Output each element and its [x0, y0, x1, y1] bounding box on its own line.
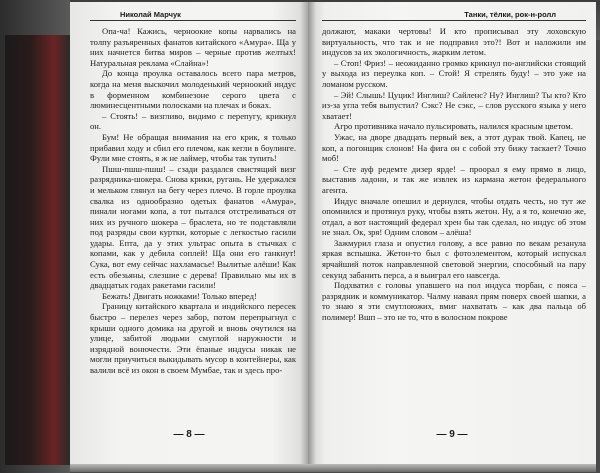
right-page-number: — 9 —	[436, 429, 468, 440]
paragraph: Ужас, на дворе двадцать первый век, а этот дурак твой. Капец, не коп, а погонщик слонов! На фига он с собой эту бижу таскает? Точно моб!	[322, 131, 586, 164]
right-page	[308, 2, 596, 464]
left-page-text	[90, 26, 296, 376]
paragraph: Бежать! Двигать ножками! Только вперед!	[102, 290, 257, 301]
paragraph: Бум! Не обращая внимания на его крик, я только прибавил ходу и сбил его плечом, как кегли в боулинге. Фули мне стоять, я ж не лаймер, чтобы так тупить!	[90, 131, 296, 164]
left-page-number: — 8 —	[173, 429, 205, 440]
left-running-head: Николай Марчук	[90, 10, 296, 21]
paragraph: Подхватил с головы упавшего на пол индуса тюрбан, с пояса – разрядник и коммуникатор. Чалму наваял прям поверх своей шапки, а то знаю я эти смутлоюжих, вмиг нахватать – как два пальца об полимер! Вшп – это не то, что в волосном покрове	[322, 280, 586, 323]
paragraph: Границу китайского квартала и индийского пересек быстро – перелез через забор, потом перепрыгнул с крыши одного домика на другой и вновь очутился на улице, забитой людьми смуглой наружности и изрядной вонючести. Эти ёпаные индусы никак не могли приучиться выкидывать мусор в контейнеры, как валили всё из окон в своем Мумбае, так и здесь про-	[90, 301, 296, 375]
right-page-text	[322, 26, 586, 323]
paragraph: должают, макаки чертовы! И кто прописывал эту лоховскую виртуальность, что так и не подправил это?! Вот и наложили им индусов за их экологичность, жарким летом.	[322, 26, 586, 58]
paragraph: Зажмурил глаза и опустил голову, а все равно по векам резанула яркая вспышка. Жетон-то был с фотоэлементом, который испускал ярчайший поток направленной световой энергии, способный на пару секунд забанить перса, а я выиграл его навсегда.	[322, 237, 586, 280]
paragraph: – Стоп! Фриз! – неожиданно громко крикнул по-английски стоящий у выхода из переулка коп. – Стой! Я стрелять буду! – это уже на ломаном русском.	[322, 57, 586, 89]
paragraph: Пшш-пшш-пшш! – сзади раздался свистящий визг разрядника-шокера. Снова крики, ругань. Не удержался и мельком глянул на бегу через плечо. В горле проулка свалка из однообразно одетых фанатов «Амура», пинали ногами копа, а тот пытался отстреливаться от них из ручного шокера – браслета, но те подставляли под разряды свои куртки, которые с легкостью гасили удары. Епта, да у этих ультрас опыта в стычках с копами, как у дебила соплей! Ща они его ганкнут! Сука, вот ему сейчас нахламасье! Вылитые алёши! Как есть обезьяны, слезшие с дерева! Правильно мы их в двадцатых годах ракетами гасили!	[90, 163, 296, 291]
paragraph: – Эй! Слышь! Цуцик! Инглиш? Сайленс? Ну? Инглиш? Ты кто? Кто из-за угла тебя выпустил? Сэкс? Не сэкс, – слов русского языка у него хватает!	[322, 89, 586, 121]
left-page	[70, 2, 308, 464]
right-running-head: Танки, тёлки, рок-н-ролл	[322, 10, 586, 21]
paragraph: – Стоять! – визгливо, видимо с перепугу, крикнул он.	[90, 110, 296, 132]
page-edges	[70, 464, 596, 472]
paragraph: Индус вначале опешил и дернулся, чтобы отдать честь, но тут же опомнился и протянул руку, чтобы взять жетон. Ну, а я то, конечно же, отдал, а вот настоящий федерал хрен бы так сделал, но индус об этом не знал. Ок, зря! Одним словом – алёша!	[322, 195, 586, 238]
paragraph: – Сте ауф редемте дизер ярде! – проорал я ему прямо в лицо, выставив ладони, и так же извлек из кармана жетон федерального агента.	[322, 163, 586, 195]
open-book	[30, 2, 596, 472]
paragraph: Агро противника начало пульсировать, налился красным цветом.	[334, 121, 573, 132]
paragraph: Опа-ча! Кажись, черноокие копы нарвались на толпу разъяренных фанатов китайского «Амура». Ща у них начнется битва миров – черные против желтых! Натуральная реклама «Слайна»!	[90, 26, 296, 68]
paragraph: До конца проулка оставалось всего пара метров, когда на меня выскочил молоденький черноокий индус в форменном комбинезоне серого цвета с люминесцентными полосками на плечах и боках.	[90, 68, 296, 111]
